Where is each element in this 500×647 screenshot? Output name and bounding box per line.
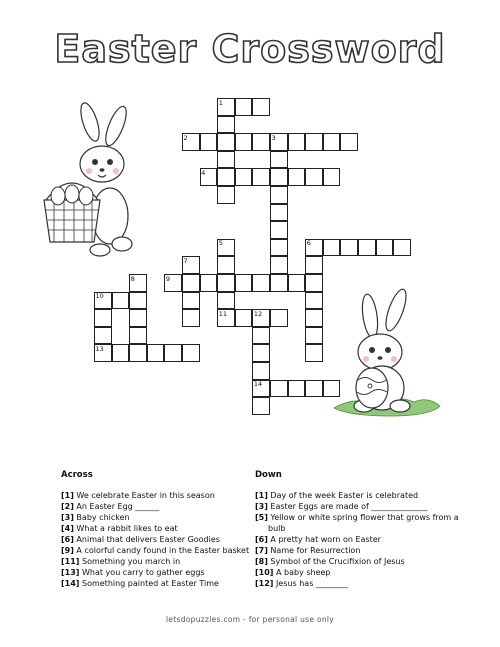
crossword-cell[interactable] <box>252 397 270 415</box>
across-clue <box>61 556 251 567</box>
crossword-cell[interactable] <box>182 344 200 362</box>
across-clue <box>61 545 269 556</box>
crossword-cell[interactable] <box>235 98 253 116</box>
crossword-cell[interactable] <box>200 133 218 151</box>
crossword-cell[interactable] <box>252 380 270 398</box>
crossword-cell[interactable] <box>252 274 270 292</box>
crossword-cell[interactable] <box>147 344 165 362</box>
clue-number: [6] <box>255 535 268 544</box>
clue-text: A colorful candy found in the Easter basket <box>73 546 250 555</box>
down-clue <box>255 556 455 567</box>
clue-number-label: 5 <box>218 239 223 248</box>
down-clue <box>255 512 463 534</box>
clue-number: [11] <box>61 557 80 566</box>
clue-text: An Easter Egg ______ <box>73 502 160 511</box>
crossword-cell[interactable] <box>217 168 235 186</box>
crossword-cell[interactable] <box>270 221 288 239</box>
clue-text: A baby sheep <box>273 568 331 577</box>
clue-text: Easter Eggs are made of ______________ <box>267 502 428 511</box>
clue-text: Day of the week Easter is celebrated <box>267 491 419 500</box>
crossword-cell[interactable] <box>270 239 288 257</box>
clue-number: [3] <box>255 502 268 511</box>
crossword-cell[interactable] <box>305 292 323 310</box>
clue-text: We celebrate Easter in this season <box>73 491 215 500</box>
clue-text: Baby chicken <box>73 513 130 522</box>
crossword-cell[interactable] <box>270 204 288 222</box>
crossword-cell[interactable] <box>217 186 235 204</box>
crossword-cell[interactable] <box>305 344 323 362</box>
clue-number-label: 14 <box>253 380 263 389</box>
crossword-cell[interactable] <box>323 133 341 151</box>
clue-text: A pretty hat worn on Easter <box>267 535 381 544</box>
clue-number: [1] <box>61 491 74 500</box>
clue-number-label: 7 <box>183 256 188 265</box>
crossword-cell[interactable] <box>200 274 218 292</box>
crossword-cell[interactable] <box>129 274 147 292</box>
crossword-cell[interactable] <box>288 133 306 151</box>
across-clue <box>61 578 251 589</box>
crossword-cell[interactable] <box>235 274 253 292</box>
crossword-cell[interactable] <box>305 309 323 327</box>
crossword-cell[interactable] <box>94 309 112 327</box>
crossword-cell[interactable] <box>217 256 235 274</box>
crossword-cell[interactable] <box>129 344 147 362</box>
crossword-cell[interactable] <box>217 292 235 310</box>
crossword-cell[interactable] <box>182 256 200 274</box>
crossword-cell[interactable] <box>270 133 288 151</box>
crossword-cell[interactable] <box>270 186 288 204</box>
down-clue <box>255 534 455 545</box>
across-heading: Across <box>61 470 93 480</box>
clue-text: Animal that delivers Easter Goodies <box>73 535 220 544</box>
crossword-cell[interactable] <box>182 309 200 327</box>
title-text: Easter Crossword <box>54 27 446 71</box>
clue-text: Something you march in <box>79 557 181 566</box>
crossword-cell[interactable] <box>270 256 288 274</box>
crossword-cell[interactable] <box>235 309 253 327</box>
crossword-cell[interactable] <box>305 380 323 398</box>
clue-number: [1] <box>255 491 268 500</box>
crossword-cell[interactable] <box>235 133 253 151</box>
clue-text: What a rabbit likes to eat <box>73 524 178 533</box>
clue-text: Name for Resurrection <box>267 546 361 555</box>
down-clue <box>255 490 455 501</box>
crossword-cell[interactable] <box>252 327 270 345</box>
crossword-cell[interactable] <box>217 151 235 169</box>
crossword-cell[interactable] <box>270 380 288 398</box>
down-heading: Down <box>255 470 282 480</box>
across-clues <box>61 470 251 589</box>
clue-number-label: 3 <box>271 133 276 142</box>
crossword-cell[interactable] <box>235 168 253 186</box>
crossword-cell[interactable] <box>270 274 288 292</box>
crossword-cell[interactable] <box>112 292 130 310</box>
crossword-cell[interactable] <box>182 133 200 151</box>
crossword-cell[interactable] <box>305 274 323 292</box>
crossword-cell[interactable] <box>305 168 323 186</box>
crossword-cell[interactable] <box>164 344 182 362</box>
crossword-cell[interactable] <box>288 274 306 292</box>
crossword-cell[interactable] <box>182 292 200 310</box>
crossword-cell[interactable] <box>270 168 288 186</box>
across-clue <box>61 512 251 523</box>
clue-number-label: 12 <box>253 309 263 318</box>
crossword-cell[interactable] <box>288 168 306 186</box>
crossword-cell[interactable] <box>94 344 112 362</box>
crossword-cell[interactable] <box>217 133 235 151</box>
clue-number-label: 6 <box>306 239 311 248</box>
crossword-cell[interactable] <box>217 98 235 116</box>
crossword-cell[interactable] <box>112 344 130 362</box>
clue-number-label: 11 <box>218 309 227 318</box>
down-clue <box>255 578 455 589</box>
crossword-cell[interactable] <box>323 380 341 398</box>
clue-number: [9] <box>61 546 74 555</box>
crossword-cell[interactable] <box>129 292 147 310</box>
crossword-cell[interactable] <box>358 239 376 257</box>
clue-number: [4] <box>61 524 74 533</box>
clue-text: Jesus has ________ <box>273 579 348 588</box>
clue-number-label: 9 <box>165 274 171 283</box>
clue-number: [8] <box>255 557 268 566</box>
crossword-cell[interactable] <box>305 256 323 274</box>
clue-number-label: 10 <box>95 292 104 301</box>
clue-number: [6] <box>61 535 74 544</box>
crossword-cell[interactable] <box>376 239 394 257</box>
crossword-cell[interactable] <box>270 151 288 169</box>
clue-text: What you carry to gather eggs <box>79 568 205 577</box>
clue-number: [10] <box>255 568 274 577</box>
crossword-cell[interactable] <box>182 274 200 292</box>
crossword-cell[interactable] <box>340 239 358 257</box>
clue-number-label: 2 <box>183 133 188 142</box>
clue-number: [2] <box>61 502 74 511</box>
across-clue <box>61 501 251 512</box>
across-clue <box>61 490 251 501</box>
crossword-cell[interactable] <box>305 133 323 151</box>
clue-number-label: 4 <box>201 168 206 177</box>
clue-text: Symbol of the Crucifixion of Jesus <box>267 557 405 566</box>
clue-number: [5] <box>255 513 268 522</box>
crossword-cell[interactable] <box>252 133 270 151</box>
down-clues <box>255 470 459 589</box>
across-clue <box>61 523 251 534</box>
clue-number: [12] <box>255 579 274 588</box>
clue-number-label: 1 <box>218 98 223 107</box>
crossword-cell[interactable] <box>129 327 147 345</box>
crossword-cell[interactable] <box>252 362 270 380</box>
crossword-cell[interactable] <box>323 239 341 257</box>
crossword-cell[interactable] <box>217 274 235 292</box>
crossword-cell[interactable] <box>288 380 306 398</box>
crossword-cell[interactable] <box>305 239 323 257</box>
clue-number: [13] <box>61 568 80 577</box>
crossword-cell[interactable] <box>94 327 112 345</box>
clue-text: Something painted at Easter Time <box>79 579 219 588</box>
crossword-cell[interactable] <box>217 239 235 257</box>
clue-text: Yellow or white spring flower that grows from a bulb <box>267 513 459 533</box>
crossword-cell[interactable] <box>323 168 341 186</box>
crossword-cell[interactable] <box>252 309 270 327</box>
crossword-cell[interactable] <box>305 327 323 345</box>
clue-number-label: 13 <box>95 344 104 353</box>
crossword-cell[interactable] <box>393 239 411 257</box>
clue-number: [7] <box>255 546 268 555</box>
down-clue <box>255 501 455 512</box>
down-clue <box>255 567 455 578</box>
across-clue <box>61 534 251 545</box>
crossword-cell[interactable] <box>129 309 147 327</box>
clue-number: [3] <box>61 513 74 522</box>
across-clue <box>61 567 251 578</box>
crossword-cell[interactable] <box>94 292 112 310</box>
crossword-cell[interactable] <box>252 344 270 362</box>
crossword-cell[interactable] <box>164 274 182 292</box>
crossword-cell[interactable] <box>217 309 235 327</box>
down-clue <box>255 545 455 556</box>
crossword-cell[interactable] <box>340 133 358 151</box>
crossword-cell[interactable] <box>270 309 288 327</box>
crossword-cell[interactable] <box>217 116 235 134</box>
crossword-cell[interactable] <box>200 168 218 186</box>
footer-text: letsdopuzzles.com - for personal use only <box>165 615 335 624</box>
clue-number-label: 8 <box>130 274 135 283</box>
clue-number: [14] <box>61 579 80 588</box>
crossword-cell[interactable] <box>252 98 270 116</box>
crossword-cell[interactable] <box>252 168 270 186</box>
